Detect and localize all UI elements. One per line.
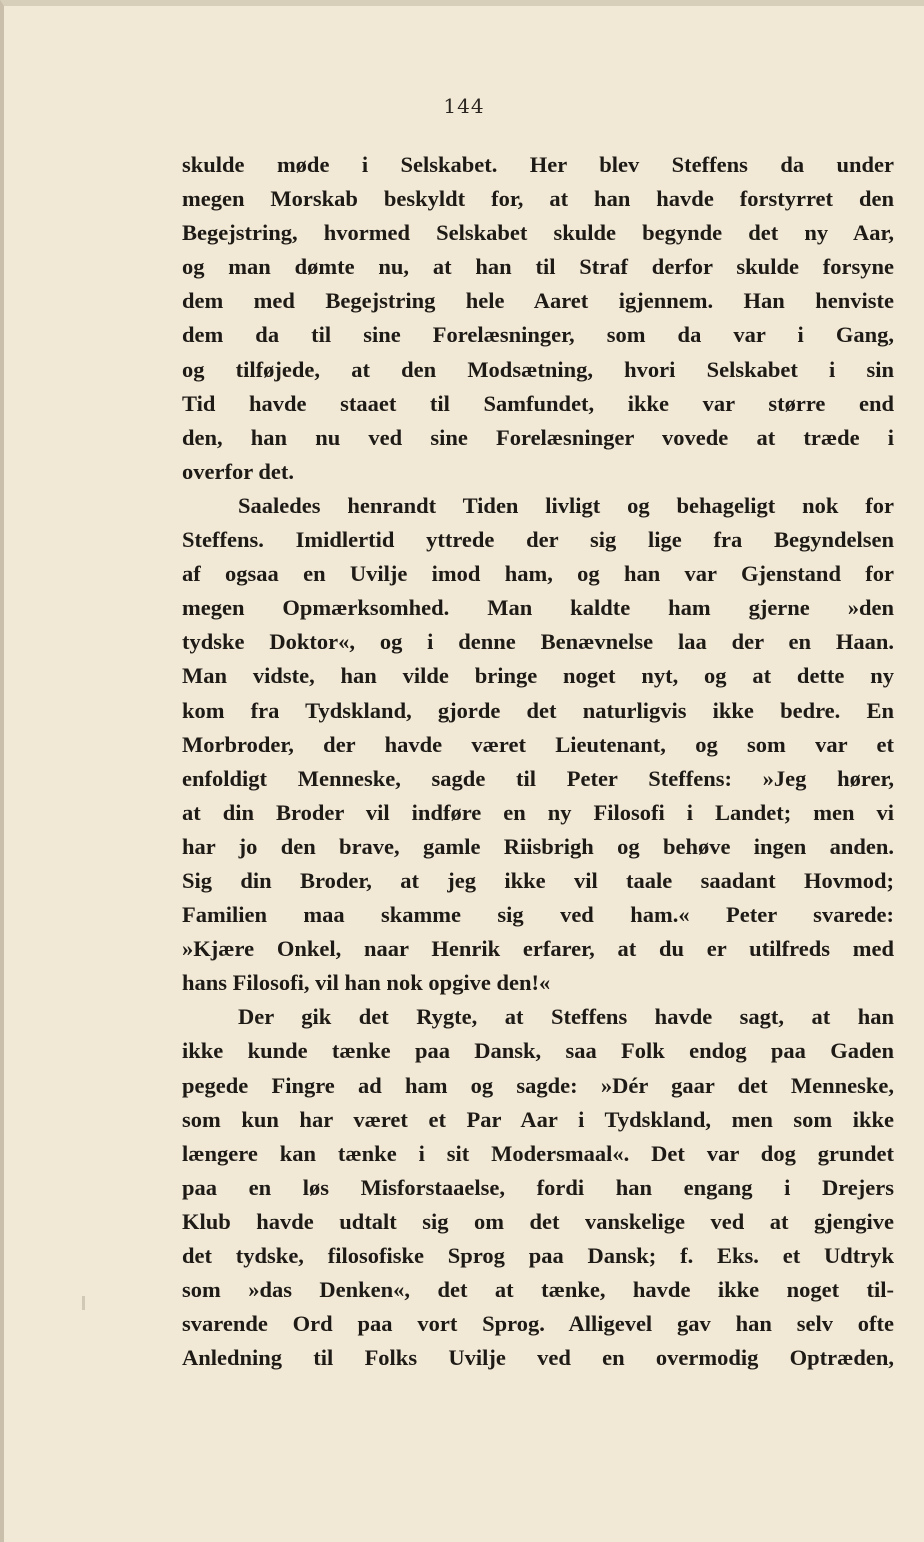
- text-line: skulde møde i Selskabet. Her blev Steffens da under: [182, 152, 894, 177]
- text-line: af ogsaa en Uvilje imod ham, og han var Gjenstand for: [182, 561, 894, 587]
- text-line: pegede Fingre ad ham og sagde: »Dér gaar det Menneske,: [182, 1072, 894, 1098]
- text-line: Saaledes henrandt Tiden livligt og behageligt nok for: [238, 492, 894, 518]
- page-number: 144: [443, 94, 485, 118]
- text-line: ikke kunde tænke paa Dansk, saa Folk endog paa Gaden: [182, 1038, 894, 1064]
- text-line: som kun har været et Par Aar i Tydskland, men som ikke: [182, 1106, 894, 1132]
- paper-speck: [82, 1296, 85, 1310]
- text-line: Familien maa skamme sig ved ham.« Peter svarede:: [182, 902, 894, 928]
- text-line: megen Morskab beskyldt for, at han havde forstyrret den: [182, 186, 894, 212]
- text-line: dem da til sine Forelæsninger, som da var i Gang,: [182, 322, 894, 348]
- text-line: »Kjære Onkel, naar Henrik erfarer, at du er utilfreds med: [182, 936, 894, 962]
- text-line: har jo den brave, gamle Riisbrigh og behøve ingen anden.: [182, 833, 894, 859]
- text-line: Anledning til Folks Uvilje ved en overmodig Optræden,: [182, 1345, 894, 1371]
- text-line: som »das Denken«, det at tænke, havde ikke noget til-: [182, 1277, 894, 1303]
- text-line: Man vidste, han vilde bringe noget nyt, og at dette ny: [182, 663, 894, 689]
- text-line: Der gik det Rygte, at Steffens havde sagt, at han: [238, 1004, 894, 1030]
- text-line: enfoldigt Menneske, sagde til Peter Steffens: »Jeg hører,: [182, 765, 894, 791]
- text-line: den, han nu ved sine Forelæsninger vovede at træde i: [182, 424, 894, 450]
- text-line: svarende Ord paa vort Sprog. Alligevel gav han selv ofte: [182, 1311, 894, 1337]
- text-line: at din Broder vil indføre en ny Filosofi i Landet; men vi: [182, 799, 894, 825]
- text-line: Sig din Broder, at jeg ikke vil taale saadant Hovmod;: [182, 867, 894, 893]
- text-line: hans Filosofi, vil han nok opgive den!«: [182, 970, 551, 996]
- text-line: Morbroder, der havde været Lieutenant, og som var et: [182, 731, 894, 757]
- text-line: Begejstring, hvormed Selskabet skulde begynde det ny Aar,: [182, 220, 894, 246]
- text-line: Tid havde staaet til Samfundet, ikke var større end: [182, 390, 894, 416]
- text-line: megen Opmærksomhed. Man kaldte ham gjerne »den: [182, 595, 894, 621]
- text-line: det tydske, filosofiske Sprog paa Dansk; f. Eks. et Udtryk: [182, 1243, 894, 1268]
- text-line: Klub havde udtalt sig om det vanskelige ved at gjengive: [182, 1208, 894, 1234]
- text-line: og tilføjede, at den Modsætning, hvori Selskabet i sin: [182, 356, 894, 382]
- body-text: [182, 148, 894, 1375]
- text-line: kom fra Tydskland, gjorde det naturligvis ikke bedre. En: [182, 697, 894, 723]
- text-line: dem med Begejstring hele Aaret igjennem. Han henviste: [182, 288, 894, 314]
- text-line: længere kan tænke i sit Modersmaal«. Det var dog grundet: [182, 1140, 894, 1166]
- text-line: overfor det.: [182, 458, 295, 484]
- text-line: og man dømte nu, at han til Straf derfor skulde forsyne: [182, 254, 894, 280]
- text-line: paa en løs Misforstaaelse, fordi han engang i Drejers: [182, 1174, 894, 1200]
- text-line: tydske Doktor«, og i denne Benævnelse laa der en Haan.: [182, 629, 894, 655]
- text-line: Steffens. Imidlertid yttrede der sig lige fra Begyndelsen: [182, 527, 894, 553]
